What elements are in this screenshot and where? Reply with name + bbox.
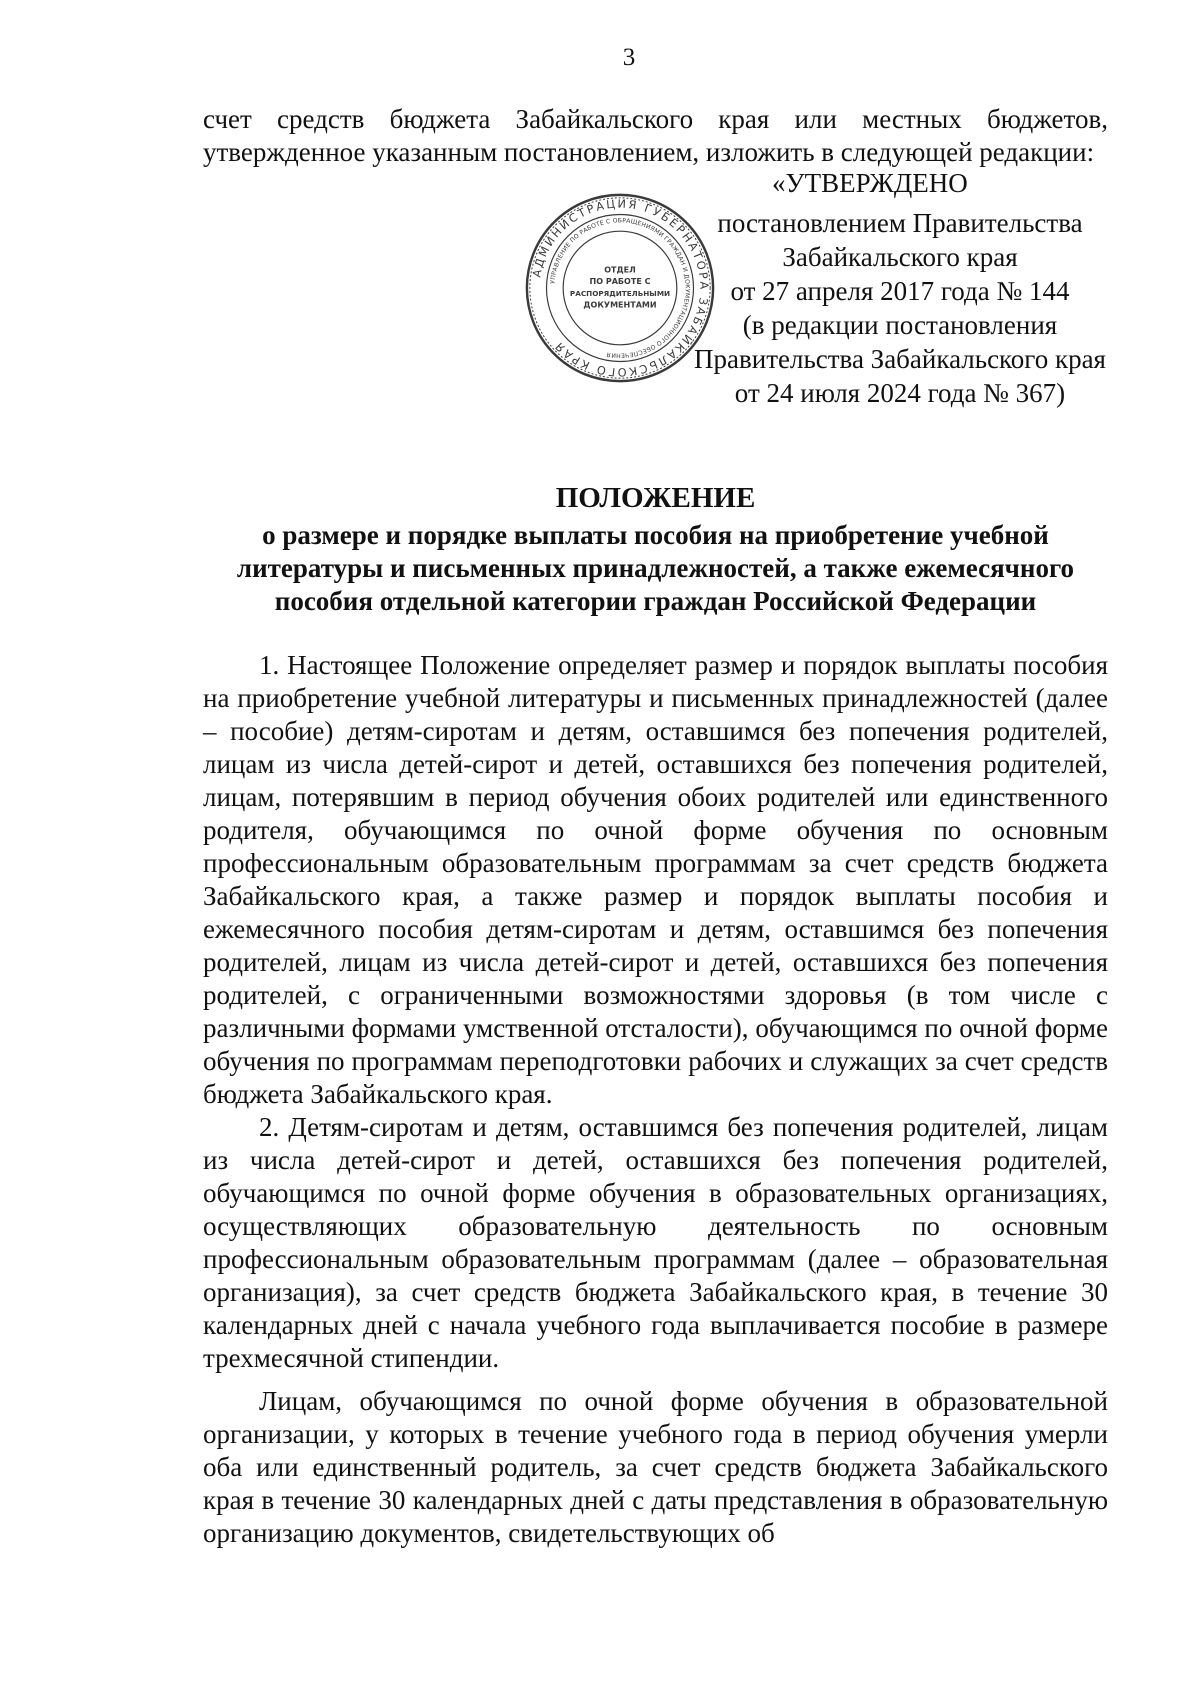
approval-line: Правительства Забайкальского края <box>694 344 1106 374</box>
paragraph: Лицам, обучающимся по очной форме обучения в образовательной организации, у которых в течение учебного года в период обучения умерли оба или единственный родитель, за счет средств бюджета Забайкальского края в течение 30 календарных дней с даты представления в образовательную организацию документов, свидетельствующих об <box>203 1386 1108 1548</box>
approval-block <box>680 166 1120 410</box>
approval-line: от 27 апреля 2017 года № 144 <box>730 276 1070 306</box>
stamp-center-line: РАСПОРЯДИТЕЛЬНЫМИ <box>569 288 671 298</box>
title-main: ПОЛОЖЕНИЕ <box>555 482 756 514</box>
document-title <box>203 482 1108 618</box>
approval-line: (в редакции постановления <box>742 310 1058 340</box>
approval-line: от 24 июля 2024 года № 367) <box>734 378 1066 408</box>
stamp-center-line: ОТДЕЛ <box>604 265 636 275</box>
intro-text: счет средств бюджета Забайкальского края или местных бюджетов, утвержденное указанным постановлением, изложить в следующей редакции: <box>203 104 1108 167</box>
stamp-center-line: ПО РАБОТЕ С <box>589 277 651 287</box>
paragraph: 2. Детям-сиротам и детям, оставшимся без попечения родителей, лицам из числа детей-сирот и детей, оставшихся без попечения родителей, обучающимся по очной форме обучения в образовательных организациях, осуществляющих образовательную деятельность по основным профессиональным образовательным программам (далее – образовательная организация), за счет средств бюджета Забайкальского края, в течение 30 календарных дней с начала учебного года выплачивается пособие в размере трехмесячной стипендии. <box>203 1112 1108 1373</box>
stamp-center-line: ДОКУМЕНТАМИ <box>583 300 657 310</box>
paragraph: 1. Настоящее Положение определяет размер и порядок выплаты пособия на приобретение учебной литературы и письменных принадлежностей (далее – пособие) детям-сиротам и детям, оставшимся без попечения родителей, лицам из числа детей-сирот и детей, оставшихся без попечения родителей, лицам, потерявшим в период обучения обоих родителей или единственного родителя, обучающимся по очной форме обучения по основным профессиональным образовательным программам за счет средств бюджета Забайкальского края, а также размер и порядок выплаты пособия и ежемесячного пособия детям-сиротам и детям, оставшимся без попечения родителей, лицам из числа детей-сирот и детей, оставшихся без попечения родителей, с ограниченными возможностями здоровья (в том числе с различными формами умственной отсталости), обучающимся по очной форме обучения по программам переподготовки рабочих и служащих за счет средств бюджета Забайкальского края. <box>203 650 1108 1109</box>
stamp-inner-ring-text: УПРАВЛЕНИЕ ПО РАБОТЕ С ОБРАЩЕНИЯМИ ГРАЖДАН И ДОКУМЕНТАЦИОННОГО ОБЕСПЕЧЕНИЯ <box>549 217 691 359</box>
approval-line: постановлением Правительства <box>717 208 1083 238</box>
document-body <box>203 649 1108 1550</box>
approval-line: Забайкальского края <box>782 242 1018 272</box>
approved-heading: «УТВЕРЖДЕНО <box>772 168 968 198</box>
stamp-outer-ring-text: АДМИНИСТРАЦИЯ ГУБЕРНАТОРА ЗАБАЙКАЛЬСКОГО КРАЯ <box>530 197 711 379</box>
title-subtitle: о размере и порядке выплаты пособия на приобретение учебной литературы и письменных принадлежностей, а также ежемесячного пособия отдельной категории граждан Российской Федерации <box>236 520 1075 616</box>
page-number: 3 <box>622 44 636 71</box>
